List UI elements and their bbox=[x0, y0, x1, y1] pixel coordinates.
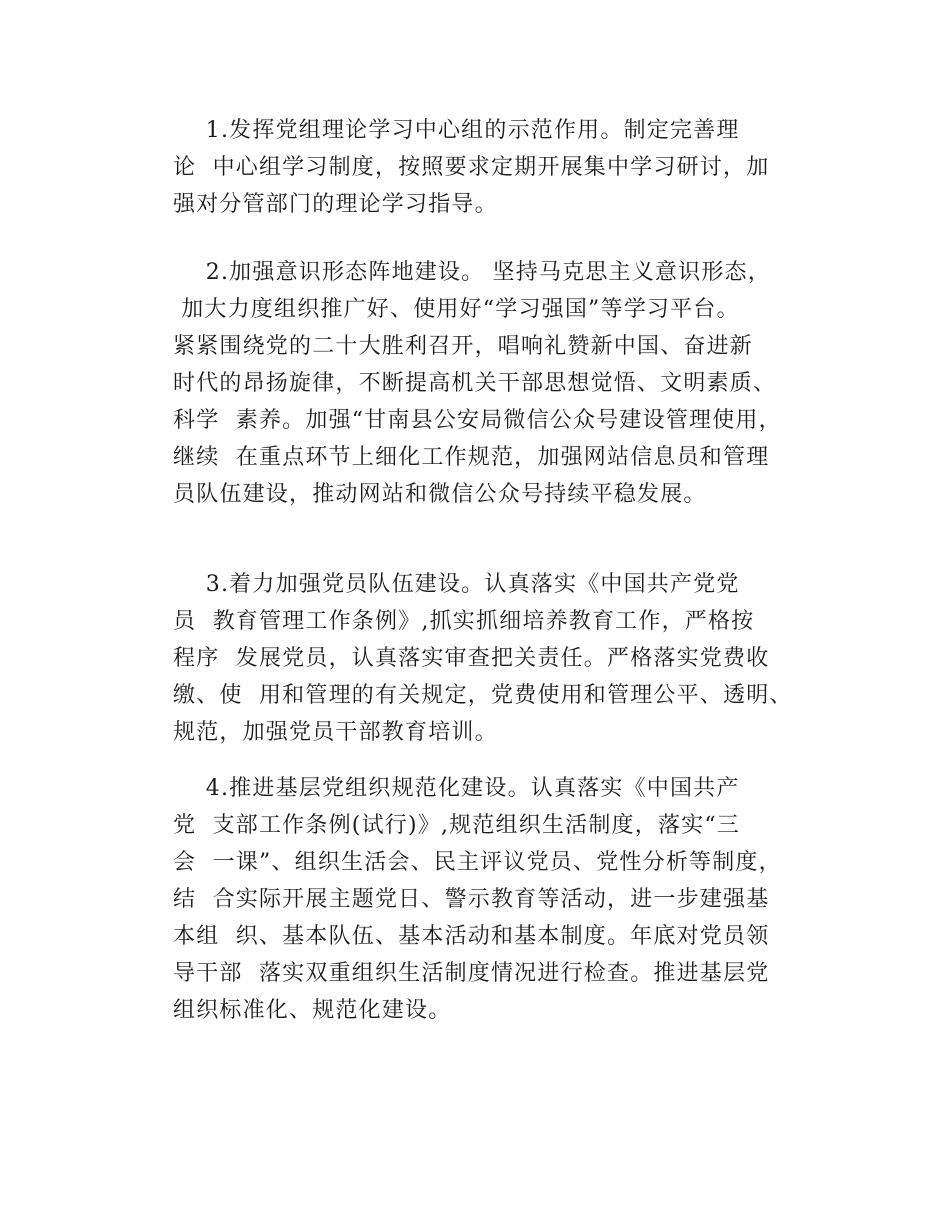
paragraph-1 bbox=[173, 112, 833, 223]
paragraph-2 bbox=[173, 254, 833, 513]
text-line: 组织标准化、规范化建设。 bbox=[173, 998, 452, 1023]
text-line: 继续 在重点环节上细化工作规范，加强网站信息员和管理 bbox=[173, 445, 770, 470]
text-line: 员 教育管理工作条例》,抓实抓细培养教育工作，严格按 bbox=[173, 609, 755, 634]
paragraph-4 bbox=[173, 770, 833, 1029]
text-line: 规范，加强党员干部教育培训。 bbox=[173, 720, 498, 745]
text-line: 缴、使 用和管理的有关规定，党费使用和管理公平、透明、 bbox=[173, 683, 793, 708]
text-line: 导干部 落实双重组织生活制度情况进行检查。推进基层党 bbox=[173, 961, 770, 986]
text-line: 结 合实际开展主题党日、警示教育等活动，进一步建强基 bbox=[173, 887, 770, 912]
text-line: 时代的昂扬旋律，不断提高机关干部思想觉悟、文明素质、 bbox=[173, 371, 777, 396]
text-line: 党 支部工作条例(试行)》,规范组织生活制度，落实“三 bbox=[173, 813, 740, 838]
text-line: 本组 织、基本队伍、基本活动和基本制度。年底对党员领 bbox=[173, 924, 770, 949]
text-line: 员队伍建设，推动网站和微信公众号持续平稳发展。 bbox=[173, 482, 707, 507]
text-line: 3.着力加强党员队伍建设。认真落实《中国共产党党 bbox=[173, 572, 740, 597]
text-line: 程序 发展党员，认真落实审查把关责任。严格落实党费收 bbox=[173, 646, 770, 671]
text-line: 强对分管部门的理论学习指导。 bbox=[173, 192, 498, 217]
text-line: 加大力度组织推广好、使用好“学习强国”等学习平台。 bbox=[173, 297, 740, 322]
text-line: 1.发挥党组理论学习中心组的示范作用。制定完善理 bbox=[173, 118, 740, 143]
text-line: 论 中心组学习制度，按照要求定期开展集中学习研讨，加 bbox=[173, 155, 770, 180]
text-line: 科学 素养。加强“甘南县公安局微信公众号建设管理使用， bbox=[173, 408, 782, 433]
text-line: 紧紧围绕党的二十大胜利召开，唱响礼赞新中国、奋进新 bbox=[173, 334, 754, 359]
paragraph-3 bbox=[173, 566, 833, 751]
text-line: 4.推进基层党组织规范化建设。认真落实《中国共产 bbox=[173, 776, 740, 801]
text-line: 2.加强意识形态阵地建设。 坚持马克思主义意识形态， bbox=[173, 260, 771, 285]
text-line: 会 一课”、组织生活会、民主评议党员、党性分析等制度， bbox=[173, 850, 782, 875]
